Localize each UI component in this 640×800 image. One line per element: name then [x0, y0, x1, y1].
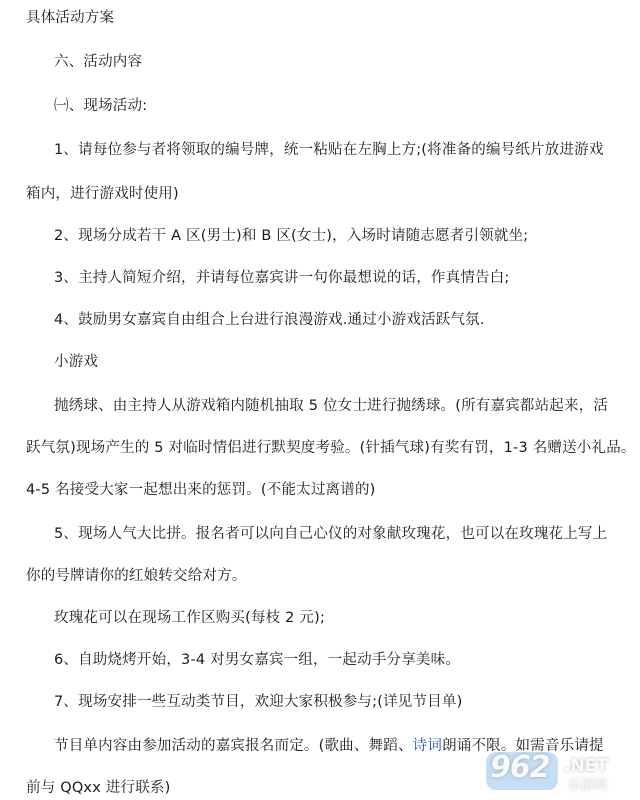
paragraph-line: 5、现场人气大比拼。报名者可以向自己心仪的对象献玫瑰花，也可以在玫瑰花上写上	[54, 526, 608, 542]
paragraph-line: 7、现场安排一些互动类节目，欢迎大家积极参与;(详见节目单)	[54, 694, 463, 710]
paragraph-line: 你的号牌请你的红娘转交给对方。	[26, 568, 247, 584]
watermark-label: 乐游网	[568, 778, 608, 793]
text-run: 朗诵不限。如需音乐请提	[442, 738, 604, 754]
paragraph-line: 6、自助烧烤开始，3-4 对男女嘉宾一组，一起动手分享美味。	[54, 652, 461, 668]
text-run: 节目单内容由参加活动的嘉宾报名而定。(歌曲、舞蹈、	[54, 738, 413, 754]
subsection-title: ㈠、现场活动:	[54, 98, 148, 114]
paragraph-line: 1、请每位参与者将领取的编号牌，统一粘贴在左胸上方;(将准备的编号纸片放进游戏	[54, 142, 604, 158]
paragraph-line: 3、主持人简短介绍，并请每位嘉宾讲一句你最想说的话，作真情告白;	[54, 270, 510, 286]
paragraph-line: 跃气氛)现场产生的 5 对临时情侣进行默契度考验。(针插气球)有奖有罚，1-3 名赠送小礼品。	[26, 440, 636, 456]
mini-game-title: 小游戏	[54, 354, 99, 370]
paragraph-line: 4、鼓励男女嘉宾自由组合上台进行浪漫游戏.通过小游戏活跃气氛.	[54, 312, 485, 328]
paragraph-line: 玫瑰花可以在现场工作区购买(每枝 2 元);	[54, 610, 326, 626]
paragraph-line: 2、现场分成若干 A 区(男士)和 B 区(女士)，入场时请随志愿者引领就坐;	[54, 228, 529, 244]
site-watermark	[486, 750, 632, 794]
paragraph-line: 前与 QQxx 进行联系)	[26, 780, 171, 796]
doc-heading: 具体活动方案	[26, 10, 115, 26]
paragraph-line: 4-5 名接受大家一起想出来的惩罚。(不能太过离谱的)	[26, 482, 376, 498]
poetry-link[interactable]: 诗词	[412, 738, 443, 754]
paragraph-line: 抛绣球、由主持人从游戏箱内随机抽取 5 位女士进行抛绣球。(所有嘉宾都站起来，活	[54, 398, 609, 414]
section-title: 六、活动内容	[54, 54, 143, 70]
paragraph-line: 箱内，进行游戏时使用)	[26, 186, 179, 202]
watermark-number: 962	[490, 750, 550, 785]
watermark-suffix: .NET	[564, 756, 608, 776]
